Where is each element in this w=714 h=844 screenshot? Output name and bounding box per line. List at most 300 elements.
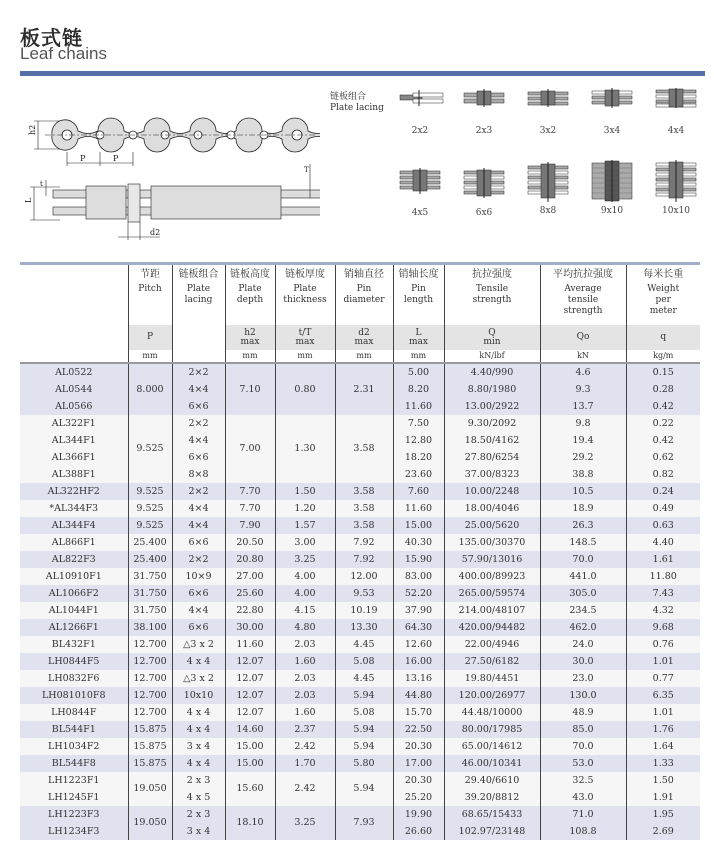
cell-weight: 1.95 <box>626 806 700 823</box>
cell-pin-d: 5.94 <box>335 738 393 755</box>
table-row <box>20 738 700 755</box>
cell-tensile: 65.00/14612 <box>444 738 540 755</box>
cell-tensile: 27.50/6182 <box>444 653 540 670</box>
cell-thickness: 1.70 <box>275 755 335 772</box>
cell-pin-l: 20.30 <box>393 738 444 755</box>
cell-pin-d: 5.94 <box>335 721 393 738</box>
table-row <box>20 619 700 636</box>
cell-weight: 1.64 <box>626 738 700 755</box>
cell-pin-l: 25.20 <box>393 789 444 806</box>
col-model <box>20 264 128 326</box>
lacing-10x10-icon <box>651 160 701 202</box>
header-row-labels <box>20 264 700 326</box>
cell-model: *AL344F3 <box>20 500 128 517</box>
cell-tensile: 265.00/59574 <box>444 585 540 602</box>
cell-thickness: 3.00 <box>275 534 335 551</box>
cell-pitch: 25.400 <box>128 534 172 551</box>
cell-tensile: 102.97/23148 <box>444 823 540 840</box>
cell-model: AL0544 <box>20 381 128 398</box>
cell-thickness: 4.15 <box>275 602 335 619</box>
table-row <box>20 585 700 602</box>
plate-lacing-label-cn: 链板组合 <box>330 92 367 102</box>
cell-weight: 4.32 <box>626 602 700 619</box>
cell-lacing: 2×2 <box>172 363 225 381</box>
cell-avg: 13.7 <box>540 398 626 415</box>
cell-pitch: 31.750 <box>128 568 172 585</box>
cell-model: LH1223F1 <box>20 772 128 789</box>
table-row <box>20 534 700 551</box>
title-divider <box>20 71 705 76</box>
cell-pitch: 9.525 <box>128 500 172 517</box>
cell-thickness: 2.03 <box>275 636 335 653</box>
cell-depth: 25.60 <box>225 585 275 602</box>
cell-pin-l: 52.20 <box>393 585 444 602</box>
cell-lacing: 6×6 <box>172 449 225 466</box>
page-title-en: Leaf chains <box>20 44 107 63</box>
cell-lacing: 2×2 <box>172 551 225 568</box>
cell-depth: 27.00 <box>225 568 275 585</box>
cell-weight: 1.01 <box>626 704 700 721</box>
cell-lacing: 2×2 <box>172 483 225 500</box>
cell-depth: 20.80 <box>225 551 275 568</box>
lacing-4x4-icon <box>651 88 701 108</box>
col-average-tensile-strength: 平均抗拉强度 Average tensile strength <box>540 264 626 326</box>
cell-tensile: 22.00/4946 <box>444 636 540 653</box>
cell-avg: 70.0 <box>540 738 626 755</box>
cell-avg: 441.0 <box>540 568 626 585</box>
cell-avg: 234.5 <box>540 602 626 619</box>
cell-pin-d: 3.58 <box>335 483 393 500</box>
table-row <box>20 670 700 687</box>
cell-pin-d: 5.94 <box>335 687 393 704</box>
cell-lacing: 4×4 <box>172 432 225 449</box>
cell-pin-d: 5.08 <box>335 704 393 721</box>
cell-pitch: 9.525 <box>128 517 172 534</box>
cell-thickness: 1.60 <box>275 704 335 721</box>
cell-tensile: 68.65/15433 <box>444 806 540 823</box>
cell-pitch: 12.700 <box>128 636 172 653</box>
plate-lacing-label <box>330 92 384 114</box>
cell-weight: 0.63 <box>626 517 700 534</box>
cell-depth: 15.00 <box>225 738 275 755</box>
cell-model: LH1223F3 <box>20 806 128 823</box>
cell-tensile: 18.00/4046 <box>444 500 540 517</box>
cell-pin-d: 5.94 <box>335 772 393 806</box>
cell-weight: 9.68 <box>626 619 700 636</box>
label-L: L <box>24 197 33 203</box>
plate-lacing-label-en: Plate lacing <box>330 103 384 113</box>
cell-pin-l: 23.60 <box>393 466 444 483</box>
cell-pin-d: 3.58 <box>335 415 393 483</box>
table-row <box>20 806 700 823</box>
cell-avg: 71.0 <box>540 806 626 823</box>
cell-pin-d: 5.80 <box>335 755 393 772</box>
cell-weight: 1.01 <box>626 653 700 670</box>
cell-pitch: 19.050 <box>128 772 172 806</box>
cell-pin-l: 5.00 <box>393 363 444 381</box>
cell-avg: 462.0 <box>540 619 626 636</box>
lacing-6x6: 6x6 <box>454 168 514 218</box>
cell-model: AL1266F1 <box>20 619 128 636</box>
cell-thickness: 3.25 <box>275 551 335 568</box>
table-row <box>20 687 700 704</box>
cell-weight: 0.28 <box>626 381 700 398</box>
cell-avg: 148.5 <box>540 534 626 551</box>
cell-depth: 20.50 <box>225 534 275 551</box>
cell-pin-d: 3.58 <box>335 517 393 534</box>
lacing-2x3-icon <box>459 88 509 108</box>
cell-lacing: 6×6 <box>172 398 225 415</box>
cell-pitch: 9.525 <box>128 415 172 483</box>
cell-depth: 12.07 <box>225 670 275 687</box>
table-row <box>20 568 700 585</box>
label-T: T <box>304 166 309 174</box>
cell-lacing: 2 x 3 <box>172 772 225 789</box>
cell-avg: 305.0 <box>540 585 626 602</box>
cell-avg: 130.0 <box>540 687 626 704</box>
cell-tensile: 27.80/6254 <box>444 449 540 466</box>
label-p2: P <box>113 154 119 163</box>
cell-weight: 0.82 <box>626 466 700 483</box>
cell-model: AL1066F2 <box>20 585 128 602</box>
cell-pin-l: 17.00 <box>393 755 444 772</box>
cell-avg: 85.0 <box>540 721 626 738</box>
cell-depth: 22.80 <box>225 602 275 619</box>
table-row <box>20 653 700 670</box>
cell-lacing: 3 x 4 <box>172 738 225 755</box>
cell-pin-l: 64.30 <box>393 619 444 636</box>
cell-depth: 12.07 <box>225 704 275 721</box>
cell-thickness: 1.60 <box>275 653 335 670</box>
lacing-8x8-icon <box>523 162 573 202</box>
cell-pin-d: 7.92 <box>335 534 393 551</box>
cell-depth: 12.07 <box>225 653 275 670</box>
cell-pin-d: 12.00 <box>335 568 393 585</box>
cell-tensile: 29.40/6610 <box>444 772 540 789</box>
cell-pin-d: 2.31 <box>335 363 393 415</box>
cell-avg: 53.0 <box>540 755 626 772</box>
chain-side-view-icon <box>53 184 320 222</box>
cell-lacing: 2 x 3 <box>172 806 225 823</box>
cell-tensile: 25.00/5620 <box>444 517 540 534</box>
col-pitch: 节距 Pitch <box>128 264 172 326</box>
cell-pin-l: 19.90 <box>393 806 444 823</box>
cell-weight: 1.33 <box>626 755 700 772</box>
cell-avg: 30.0 <box>540 653 626 670</box>
cell-depth: 7.00 <box>225 415 275 483</box>
cell-avg: 43.0 <box>540 789 626 806</box>
cell-model: LH0832F6 <box>20 670 128 687</box>
cell-weight: 6.35 <box>626 687 700 704</box>
cell-pin-l: 12.80 <box>393 432 444 449</box>
cell-weight: 0.42 <box>626 398 700 415</box>
cell-weight: 0.15 <box>626 363 700 381</box>
cell-weight: 0.77 <box>626 670 700 687</box>
cell-pin-l: 7.60 <box>393 483 444 500</box>
cell-model: AL344F1 <box>20 432 128 449</box>
lacing-4x4: 4x4 <box>646 88 706 136</box>
cell-model: AL866F1 <box>20 534 128 551</box>
cell-avg: 26.3 <box>540 517 626 534</box>
cell-model: AL344F4 <box>20 517 128 534</box>
table-row <box>20 755 700 772</box>
cell-lacing: 4×4 <box>172 602 225 619</box>
col-pin-length: 销轴长度 Pin length <box>393 264 444 326</box>
cell-lacing: 4 x 4 <box>172 721 225 738</box>
cell-pitch: 15.875 <box>128 721 172 738</box>
spec-table-body <box>20 363 700 840</box>
cell-thickness: 2.03 <box>275 687 335 704</box>
cell-lacing: 10×9 <box>172 568 225 585</box>
col-plate-thickness: 链板厚度 Plate thickness <box>275 264 335 326</box>
lacing-4x5: 4x5 <box>390 168 450 218</box>
cell-lacing: 4×4 <box>172 517 225 534</box>
cell-tensile: 44.48/10000 <box>444 704 540 721</box>
cell-tensile: 420.00/94482 <box>444 619 540 636</box>
cell-tensile: 18.50/4162 <box>444 432 540 449</box>
header-row-units: mm mm mm mm mm kN/lbf kN kg/m <box>20 350 700 363</box>
lacing-2x3: 2x3 <box>454 88 514 136</box>
cell-depth: 11.60 <box>225 636 275 653</box>
cell-pitch: 25.400 <box>128 551 172 568</box>
cell-tensile: 13.00/2922 <box>444 398 540 415</box>
cell-lacing: 4 x 4 <box>172 704 225 721</box>
cell-model: AL0566 <box>20 398 128 415</box>
cell-lacing: 6×6 <box>172 534 225 551</box>
cell-pitch: 12.700 <box>128 653 172 670</box>
cell-thickness: 2.42 <box>275 772 335 806</box>
cell-tensile: 57.90/13016 <box>444 551 540 568</box>
lacing-2x2-icon <box>395 88 445 108</box>
cell-depth: 7.10 <box>225 363 275 415</box>
cell-tensile: 37.00/8323 <box>444 466 540 483</box>
cell-pin-l: 13.16 <box>393 670 444 687</box>
col-tensile-strength: 抗拉强度 Tensile strength <box>444 264 540 326</box>
cell-thickness: 4.80 <box>275 619 335 636</box>
cell-pin-l: 83.00 <box>393 568 444 585</box>
cell-pitch: 8.000 <box>128 363 172 415</box>
cell-lacing: △3 x 2 <box>172 670 225 687</box>
cell-tensile: 19.80/4451 <box>444 670 540 687</box>
cell-thickness: 3.25 <box>275 806 335 840</box>
cell-pin-l: 15.00 <box>393 517 444 534</box>
lacing-9x10: 9x10 <box>582 160 642 216</box>
cell-lacing: 3 x 4 <box>172 823 225 840</box>
cell-model: BL544F8 <box>20 755 128 772</box>
lacing-10x10: 10x10 <box>646 160 706 216</box>
cell-avg: 9.8 <box>540 415 626 432</box>
cell-pin-l: 11.60 <box>393 398 444 415</box>
cell-weight: 0.24 <box>626 483 700 500</box>
cell-tensile: 8.80/1980 <box>444 381 540 398</box>
table-row <box>20 636 700 653</box>
cell-tensile: 39.20/8812 <box>444 789 540 806</box>
lacing-3x4: 3x4 <box>582 88 642 136</box>
cell-avg: 38.8 <box>540 466 626 483</box>
cell-thickness: 1.20 <box>275 500 335 517</box>
cell-pin-d: 7.92 <box>335 551 393 568</box>
cell-tensile: 9.30/2092 <box>444 415 540 432</box>
cell-pin-l: 7.50 <box>393 415 444 432</box>
cell-model: BL544F1 <box>20 721 128 738</box>
cell-pin-l: 12.60 <box>393 636 444 653</box>
cell-tensile: 120.00/26977 <box>444 687 540 704</box>
col-pin-diameter: 销轴直径 Pin diameter <box>335 264 393 326</box>
lacing-3x2-icon <box>523 88 573 108</box>
cell-pin-l: 26.60 <box>393 823 444 840</box>
cell-avg: 48.9 <box>540 704 626 721</box>
cell-weight: 0.42 <box>626 432 700 449</box>
cell-pitch: 12.700 <box>128 687 172 704</box>
cell-pin-l: 8.20 <box>393 381 444 398</box>
cell-avg: 19.4 <box>540 432 626 449</box>
cell-thickness: 1.57 <box>275 517 335 534</box>
table-row <box>20 602 700 619</box>
cell-lacing: 4×4 <box>172 500 225 517</box>
cell-lacing: 4 x 4 <box>172 755 225 772</box>
cell-avg: 9.3 <box>540 381 626 398</box>
cell-depth: 12.07 <box>225 687 275 704</box>
cell-lacing: 8×8 <box>172 466 225 483</box>
cell-avg: 32.5 <box>540 772 626 789</box>
cell-depth: 18.10 <box>225 806 275 840</box>
cell-tensile: 135.00/30370 <box>444 534 540 551</box>
table-row <box>20 415 700 432</box>
table-row <box>20 483 700 500</box>
cell-thickness: 1.50 <box>275 483 335 500</box>
cell-weight: 1.50 <box>626 772 700 789</box>
cell-weight: 1.61 <box>626 551 700 568</box>
cell-pin-d: 4.45 <box>335 636 393 653</box>
cell-pin-d: 7.93 <box>335 806 393 840</box>
cell-tensile: 214.00/48107 <box>444 602 540 619</box>
table-row <box>20 704 700 721</box>
col-plate-depth: 链板高度 Plate depth <box>225 264 275 326</box>
table-row <box>20 721 700 738</box>
cell-pitch: 31.750 <box>128 585 172 602</box>
cell-depth: 15.60 <box>225 772 275 806</box>
cell-lacing: 6×6 <box>172 619 225 636</box>
lacing-9x10-icon <box>587 160 637 202</box>
label-p1: P <box>80 154 86 163</box>
cell-depth: 15.00 <box>225 755 275 772</box>
cell-thickness: 2.42 <box>275 738 335 755</box>
col-weight-per-meter: 每米长重 Weight per meter <box>626 264 700 326</box>
cell-depth: 30.00 <box>225 619 275 636</box>
cell-thickness: 4.00 <box>275 568 335 585</box>
cell-model: AL0522 <box>20 363 128 381</box>
cell-model: LH1245F1 <box>20 789 128 806</box>
table-row <box>20 772 700 789</box>
cell-weight: 0.76 <box>626 636 700 653</box>
cell-depth: 7.90 <box>225 517 275 534</box>
cell-model: LH1034F2 <box>20 738 128 755</box>
cell-avg: 23.0 <box>540 670 626 687</box>
lacing-4x5-icon <box>395 168 445 194</box>
cell-thickness: 2.37 <box>275 721 335 738</box>
cell-model: LH0844F <box>20 704 128 721</box>
cell-tensile: 80.00/17985 <box>444 721 540 738</box>
cell-thickness: 0.80 <box>275 363 335 415</box>
table-row <box>20 551 700 568</box>
cell-model: AL10910F1 <box>20 568 128 585</box>
cell-pin-l: 16.00 <box>393 653 444 670</box>
cell-thickness: 2.03 <box>275 670 335 687</box>
cell-tensile: 10.00/2248 <box>444 483 540 500</box>
cell-model: LH1234F3 <box>20 823 128 840</box>
col-plate-lacing: 链板组合 Plate lacing <box>172 264 225 326</box>
cell-pitch: 12.700 <box>128 704 172 721</box>
cell-pitch: 31.750 <box>128 602 172 619</box>
cell-pin-d: 10.19 <box>335 602 393 619</box>
cell-model: AL1044F1 <box>20 602 128 619</box>
cell-weight: 11.80 <box>626 568 700 585</box>
label-t: t <box>40 180 43 188</box>
cell-weight: 0.62 <box>626 449 700 466</box>
page-title-cn: 板式链 <box>20 26 83 50</box>
cell-pin-l: 11.60 <box>393 500 444 517</box>
cell-avg: 4.6 <box>540 363 626 381</box>
lacing-8x8: 8x8 <box>518 162 578 216</box>
cell-pin-d: 9.53 <box>335 585 393 602</box>
cell-pin-d: 3.58 <box>335 500 393 517</box>
label-d2: d2 <box>150 228 161 237</box>
cell-weight: 0.49 <box>626 500 700 517</box>
cell-pin-l: 15.70 <box>393 704 444 721</box>
cell-tensile: 400.00/89923 <box>444 568 540 585</box>
cell-avg: 70.0 <box>540 551 626 568</box>
cell-depth: 7.70 <box>225 500 275 517</box>
cell-weight: 2.69 <box>626 823 700 840</box>
cell-pitch: 12.700 <box>128 670 172 687</box>
cell-pin-l: 20.30 <box>393 772 444 789</box>
cell-pin-l: 37.90 <box>393 602 444 619</box>
cell-pin-d: 5.08 <box>335 653 393 670</box>
cell-avg: 18.9 <box>540 500 626 517</box>
cell-model: AL322HF2 <box>20 483 128 500</box>
cell-weight: 4.40 <box>626 534 700 551</box>
cell-pitch: 19.050 <box>128 806 172 840</box>
cell-model: AL388F1 <box>20 466 128 483</box>
cell-pin-l: 40.30 <box>393 534 444 551</box>
cell-model: BL432F1 <box>20 636 128 653</box>
leaf-chain-spec-table <box>20 262 700 840</box>
cell-pin-l: 44.80 <box>393 687 444 704</box>
cell-pitch: 38.100 <box>128 619 172 636</box>
cell-pin-l: 22.50 <box>393 721 444 738</box>
cell-lacing: 4×4 <box>172 381 225 398</box>
cell-lacing: 2×2 <box>172 415 225 432</box>
cell-weight: 0.22 <box>626 415 700 432</box>
cell-depth: 7.70 <box>225 483 275 500</box>
cell-tensile: 4.40/990 <box>444 363 540 381</box>
cell-pin-d: 4.45 <box>335 670 393 687</box>
cell-thickness: 1.30 <box>275 415 335 483</box>
cell-lacing: 6×6 <box>172 585 225 602</box>
cell-avg: 10.5 <box>540 483 626 500</box>
cell-avg: 108.8 <box>540 823 626 840</box>
cell-lacing: 10x10 <box>172 687 225 704</box>
cell-pitch: 9.525 <box>128 483 172 500</box>
label-h2: h2 <box>28 124 37 135</box>
table-row <box>20 517 700 534</box>
cell-model: LH081010F8 <box>20 687 128 704</box>
cell-pin-d: 13.30 <box>335 619 393 636</box>
table-row <box>20 363 700 381</box>
cell-avg: 24.0 <box>540 636 626 653</box>
cell-lacing: △3 x 2 <box>172 636 225 653</box>
cell-pin-l: 15.90 <box>393 551 444 568</box>
